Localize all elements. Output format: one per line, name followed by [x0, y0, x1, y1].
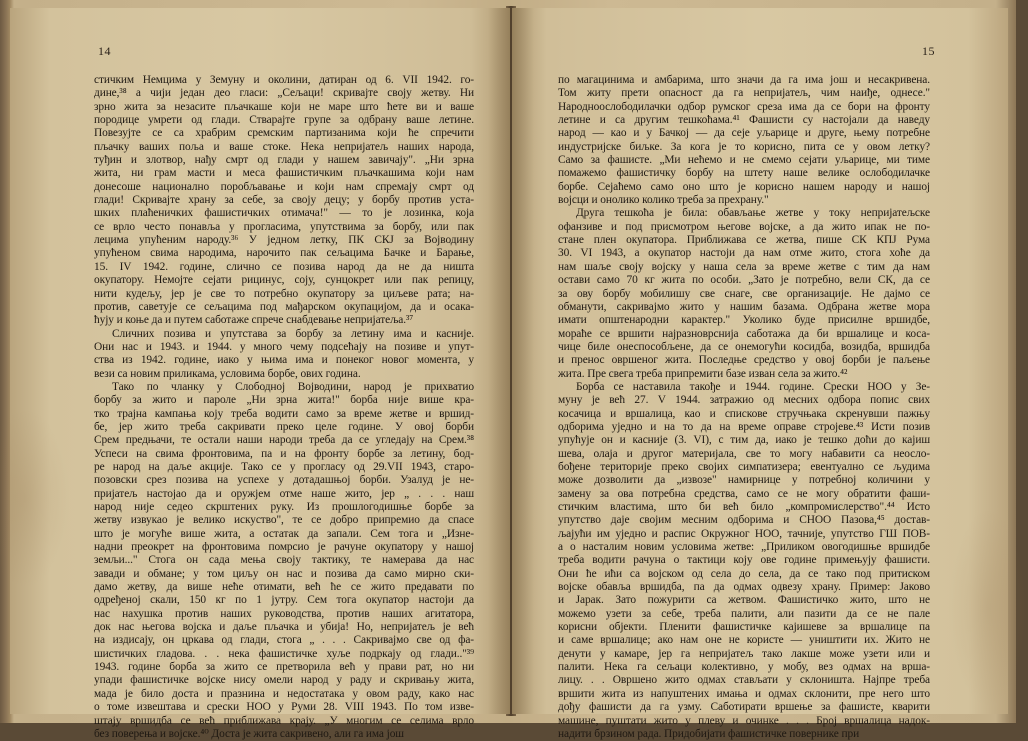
text-line: по магацинима и амбарима, што значи да га има још и несакривена.	[558, 74, 930, 86]
text-line: Повезујте се са храбрим сремским партизанима који ће спречити	[94, 127, 474, 140]
text-line: за ову борбу мобилишу све снаге, све организације. Не дајмо се	[558, 287, 930, 300]
text-line: можемо узети за себе, треба палити, али пазити да се не пале	[558, 607, 930, 620]
text-line: летине и са другим тешкоћама.⁴¹ Фашисти су настојали да наведу	[558, 114, 930, 127]
text-line: на издисају, он цркава од глади, стога „ . . . Сакривајмо све од фа-	[94, 634, 474, 647]
text-line: 30. VI 1943, а окупатор настоји да нам отме жито, стога хоће да	[558, 247, 930, 260]
text-line: може дозволити да „извозе" намирнице у потребној количини у	[558, 474, 930, 487]
text-line: Борба се наставила такође и 1944. године. Срески НОО у Зе-	[576, 380, 930, 393]
text-line: војске обавља вршидба, па да одмах одвезу храну. Пример: Јаково	[558, 581, 930, 594]
left-page	[10, 8, 510, 740]
text-line: шева, олаја и другог материјала, све то могу набавити са неосло-	[558, 447, 930, 460]
text-line: жетву извукао је велико искуство", те се добро припремио да спасе	[94, 514, 474, 527]
text-line: Друга тешкоћа је била: обављање жетве у току непријатељске	[576, 207, 930, 220]
text-line: без поверења и војске.⁴⁰ Доста је жита сакривено, али га има још	[94, 727, 404, 740]
right-page	[512, 8, 1008, 740]
text-line: одборима уједно и на то да на време оправе стројеве.⁴³ Исти позив	[558, 420, 930, 433]
text-line: нам шаље своју војску у наша села за време жетве с тим да нам	[558, 260, 930, 273]
text-line: туђин и злотвор, нађу смрт од глади у нашем завичају". „Ни зрна	[94, 154, 474, 167]
text-line: шистичких гладова. . . нека фашистичке хуље подркају од глади.."³⁹	[94, 647, 474, 660]
text-line: о томе извештава и срески НОО у Руми 28. VIII 1943. По том изве-	[94, 701, 474, 714]
text-line: а о насталим новим условима жетве: „Приликом овогодишње вршидбе	[558, 541, 930, 554]
text-line: палити. Нека га сељаци колективно, у мобу, вез одмах на вршa-	[558, 661, 930, 674]
text-line: љајући им уједно и распис Окружног НОО, тачније, упутство ГШ ПОВ-	[558, 527, 930, 540]
text-line: жита. Пре свега треба припремити базе изван села за жито.⁴²	[558, 367, 848, 380]
text-line: земљи..." Стога он сада мења своју тактику, те намерава да нас	[94, 554, 474, 567]
text-line: тко трајна кампања коју треба водити само за време жетве и вршид-	[94, 407, 474, 420]
text-line: упућеном свима народима, нарочито пак сељацима Бачке и Барање,	[94, 247, 474, 260]
text-line: Срем предњачи, те остали наши народи треба да се угледају на Срем.³⁸	[94, 434, 474, 447]
text-line: глади! Скривајте храну за себе, за своју децу; у борбу против уста-	[94, 194, 474, 207]
text-line: мораће се вршити најразноврснија саботажа да би вршалице и коса-	[558, 327, 930, 340]
text-line: индустријске биљке. За кога је то корисно, пита се у овом летку?	[558, 140, 930, 153]
text-line: дођу фашисти да га узму. Саботирати вршење за фашисте, кварити	[558, 701, 930, 714]
right-page-text	[558, 74, 930, 741]
text-line: офанзиве и под присмотром његове војске, а да жито ипак не по-	[558, 220, 930, 233]
text-line: Они ће ићи са војском од села до села, да се тако под притиском	[558, 567, 930, 580]
text-line: народ није седео скрштених руку. Из прошлогодишње борбе за	[94, 501, 474, 513]
text-line: жита, ни грам масти и меса фашистичким пљачкашима који нам	[94, 167, 474, 180]
text-line: бођене територије преко својих симпатизера; евентуално се људима	[558, 460, 930, 473]
text-line: Том житу прети опасност да га непријатељ, чим наиђе, однесе."	[558, 87, 930, 100]
page-number-right: 15	[922, 44, 935, 58]
text-line: Они нас и 1943. и 1944. у много чему подсећају на позиве и упут-	[94, 340, 474, 353]
text-line: стичким Немцима у Земуну и околини, датиран од 6. VII 1942. го-	[94, 74, 474, 86]
text-line: имати општенародни карактер." Уколико буде присилне вршидбе,	[558, 314, 930, 327]
text-line: Успеси на свима фронтовима, па и на фронту борбе за летину, бод-	[94, 447, 474, 460]
text-line: и пренос овршеног жита. Последње средство у овој борби је паљење	[558, 354, 930, 367]
text-line: борбу за жито и пароле „Ни зрна жита!" борба није више кра-	[94, 394, 474, 407]
text-line: мада је било доста и празнина и недостатака у овом раду, како нас	[94, 687, 474, 700]
text-line: стане плен окупатора. Приближава се жетва, пише СК КПЈ Рума	[558, 234, 930, 247]
text-line: донесоше национално поробљавање и који нам спремају смрт од	[94, 180, 474, 193]
text-line: 1943. године борба за жито се претворила већ у прави рат, но ни	[94, 661, 474, 674]
text-line: борбе. Сејаћемо само оно што је корисно нашем народу и нашој	[558, 180, 930, 193]
text-line: обманути, сакривајмо жито у нашим базама. Одбрана жетве мора	[558, 300, 930, 313]
text-line: зрно жита за незасите пљачкаше који не маре што ћете ви и ваше	[94, 100, 474, 113]
text-line: нас нахушка против наших руководства, против наших агитатора,	[94, 607, 474, 620]
text-line: упади фашистичке војске нису омели народ у раду и скривању жита,	[94, 674, 474, 687]
text-line: Сличних позива и упутстава за борбу за летину има и касније.	[112, 327, 474, 340]
text-line: надити брзином рада. Придобијати фашистичке повернике при	[558, 727, 860, 740]
text-line: бе, јер жито треба сакривати преко целе године. У овој борби	[94, 420, 474, 433]
text-line: чице биле онеспособљене, да се онемогући косидба, возидба, вршидба	[558, 340, 930, 353]
text-line: помажемо фашистичку борбу на штету наше велике ослободилачке	[558, 167, 930, 180]
text-line: против, саветује се сељацима под мађарском окупацијом, да и осака-	[94, 300, 474, 313]
text-line: Народноослободилачки одбор румског среза има да се бори на фронту	[558, 100, 930, 113]
text-line: завади и обмане; у том циљу он нас и позива да само мирно ски-	[94, 567, 474, 580]
page-number-left: 14	[98, 44, 111, 58]
text-line: ства из 1942. године, иако у њима има и понеког новог момента, у	[94, 354, 474, 367]
text-line: косачица и вршалица, као и спискове стручњака скренувши пажњу	[558, 407, 930, 420]
text-line: дамо жетву, да више неће отимати, већ ће се жито предавати по	[94, 581, 474, 594]
text-line: вези са новим приликама, условима борбе, ових година.	[94, 367, 361, 380]
text-line: и саме вршалице; ако нам оне не користе — уништити их. Жито не	[558, 634, 930, 647]
text-line: машине, пуштати жито у плеву и очинке . . . Број вршалица надок-	[558, 714, 930, 727]
text-line: позовски срез позива на успехе у дотадашњој борби. Узалуд је не-	[94, 474, 474, 487]
text-line: остави само 70 кг жита по особи. „Зато је потребно, вели СК, да се	[558, 274, 930, 287]
text-line: нити кудељу, јер је све то потребно окупатору за циљеве рата; на-	[94, 287, 474, 300]
text-line: лицу. . . Овршено жито одмах стављати у склоништа. Најпре треба	[558, 674, 930, 687]
text-line: одређеној скали, 150 кг по 1 јутру. Сем тога окупатор настоји да	[94, 594, 474, 607]
text-line: денути у камаре, јер га непријатељ тако лакше може узети или и	[558, 647, 930, 660]
text-line: породице умрети од глади. Стварајте групе за одбрану ваше летине.	[94, 114, 474, 127]
text-line: шких плаћеничких фашистичких отимача!" — то је лозинка, која	[94, 207, 474, 220]
text-line: се врло често понавља у прогласима, упутствима за борбу, или пак	[94, 220, 474, 233]
text-line: Тако по чланку у Слободној Војводини, народ је прихватио	[112, 380, 474, 393]
text-line: пријатељ настојао да и оружјем отме наше жито, јер „ . . . наш	[94, 487, 474, 500]
text-line: пљачку ваших поља и ваше стоке. Нека непријатељ наших народа,	[94, 140, 474, 153]
text-line: Само за фашисте. „Ми нећемо и не смемо сејати уљарице, ми тиме	[558, 154, 930, 167]
text-line: стичким властима, што би већ било „компромислерство".⁴⁴ Исто	[558, 501, 930, 513]
text-line: народ — као и у Бачкој — да сеје уљарице и друге, њему потребне	[558, 127, 930, 140]
text-line: 15. IV 1942. године, слично се позива народ да не да ништа	[94, 260, 474, 273]
text-line: окупатору. Немојте сејати рицинус, соју, сунцокрет или пак репицу,	[94, 274, 474, 287]
text-line: дине,³⁸ а чији један део гласи: „Сељаци! скривајте своју жетву. Ни	[94, 87, 474, 100]
text-line: војсци и онолико колико треба за прехрану."	[558, 194, 769, 207]
text-line: корисни објекти. Пленити фашистичке кајишеве за вршалице па	[558, 621, 930, 634]
text-line: замену за ова потребна средства, само се не могу обратити фаши-	[558, 487, 930, 500]
text-line: упутство даје својим месним одборима и СНОО Пазова,⁴⁵ достав-	[558, 514, 930, 527]
text-line: ре народ на даље акције. Тако се у прогласу од 29.VII 1943, старо-	[94, 460, 474, 473]
text-line: вршити жита из напуштених имања и одмах склонити, пре него што	[558, 687, 930, 700]
left-page-text	[94, 74, 474, 741]
text-line: треба водити рачуна о тактици коју ове године примењују фашисти.	[558, 554, 930, 567]
text-line: муну је већ 27. V 1944. затражио од месних одбора попис свих	[558, 394, 930, 407]
text-line: што је могуће више жита, а остатак да запали. Сем тога и „Изне-	[94, 527, 474, 540]
text-line: ћују и коње да и путем саботаже спрече снабдевање непријатеља.³⁷	[94, 314, 414, 327]
text-line: док нас његова војска и даље пљачка и убија! Но, непријатељ је већ	[94, 621, 474, 634]
text-line: и Јарак. Зато пожурити са жетвом. Фашистичко жито, што не	[558, 594, 930, 607]
text-line: штају вршидба се већ приближава крају. „У многим се селима врло	[94, 714, 474, 727]
text-line: лецима упућеним народу.³⁶ У једном летку, ПК СКЈ за Војводину	[94, 234, 474, 247]
text-line: надни преокрет на фронтовима помрсио је рачуне окупатору у нашој	[94, 541, 474, 554]
text-line: упућује он и касније (3. VI), с тим да, иако је тешко доћи до кајиш	[558, 434, 930, 447]
